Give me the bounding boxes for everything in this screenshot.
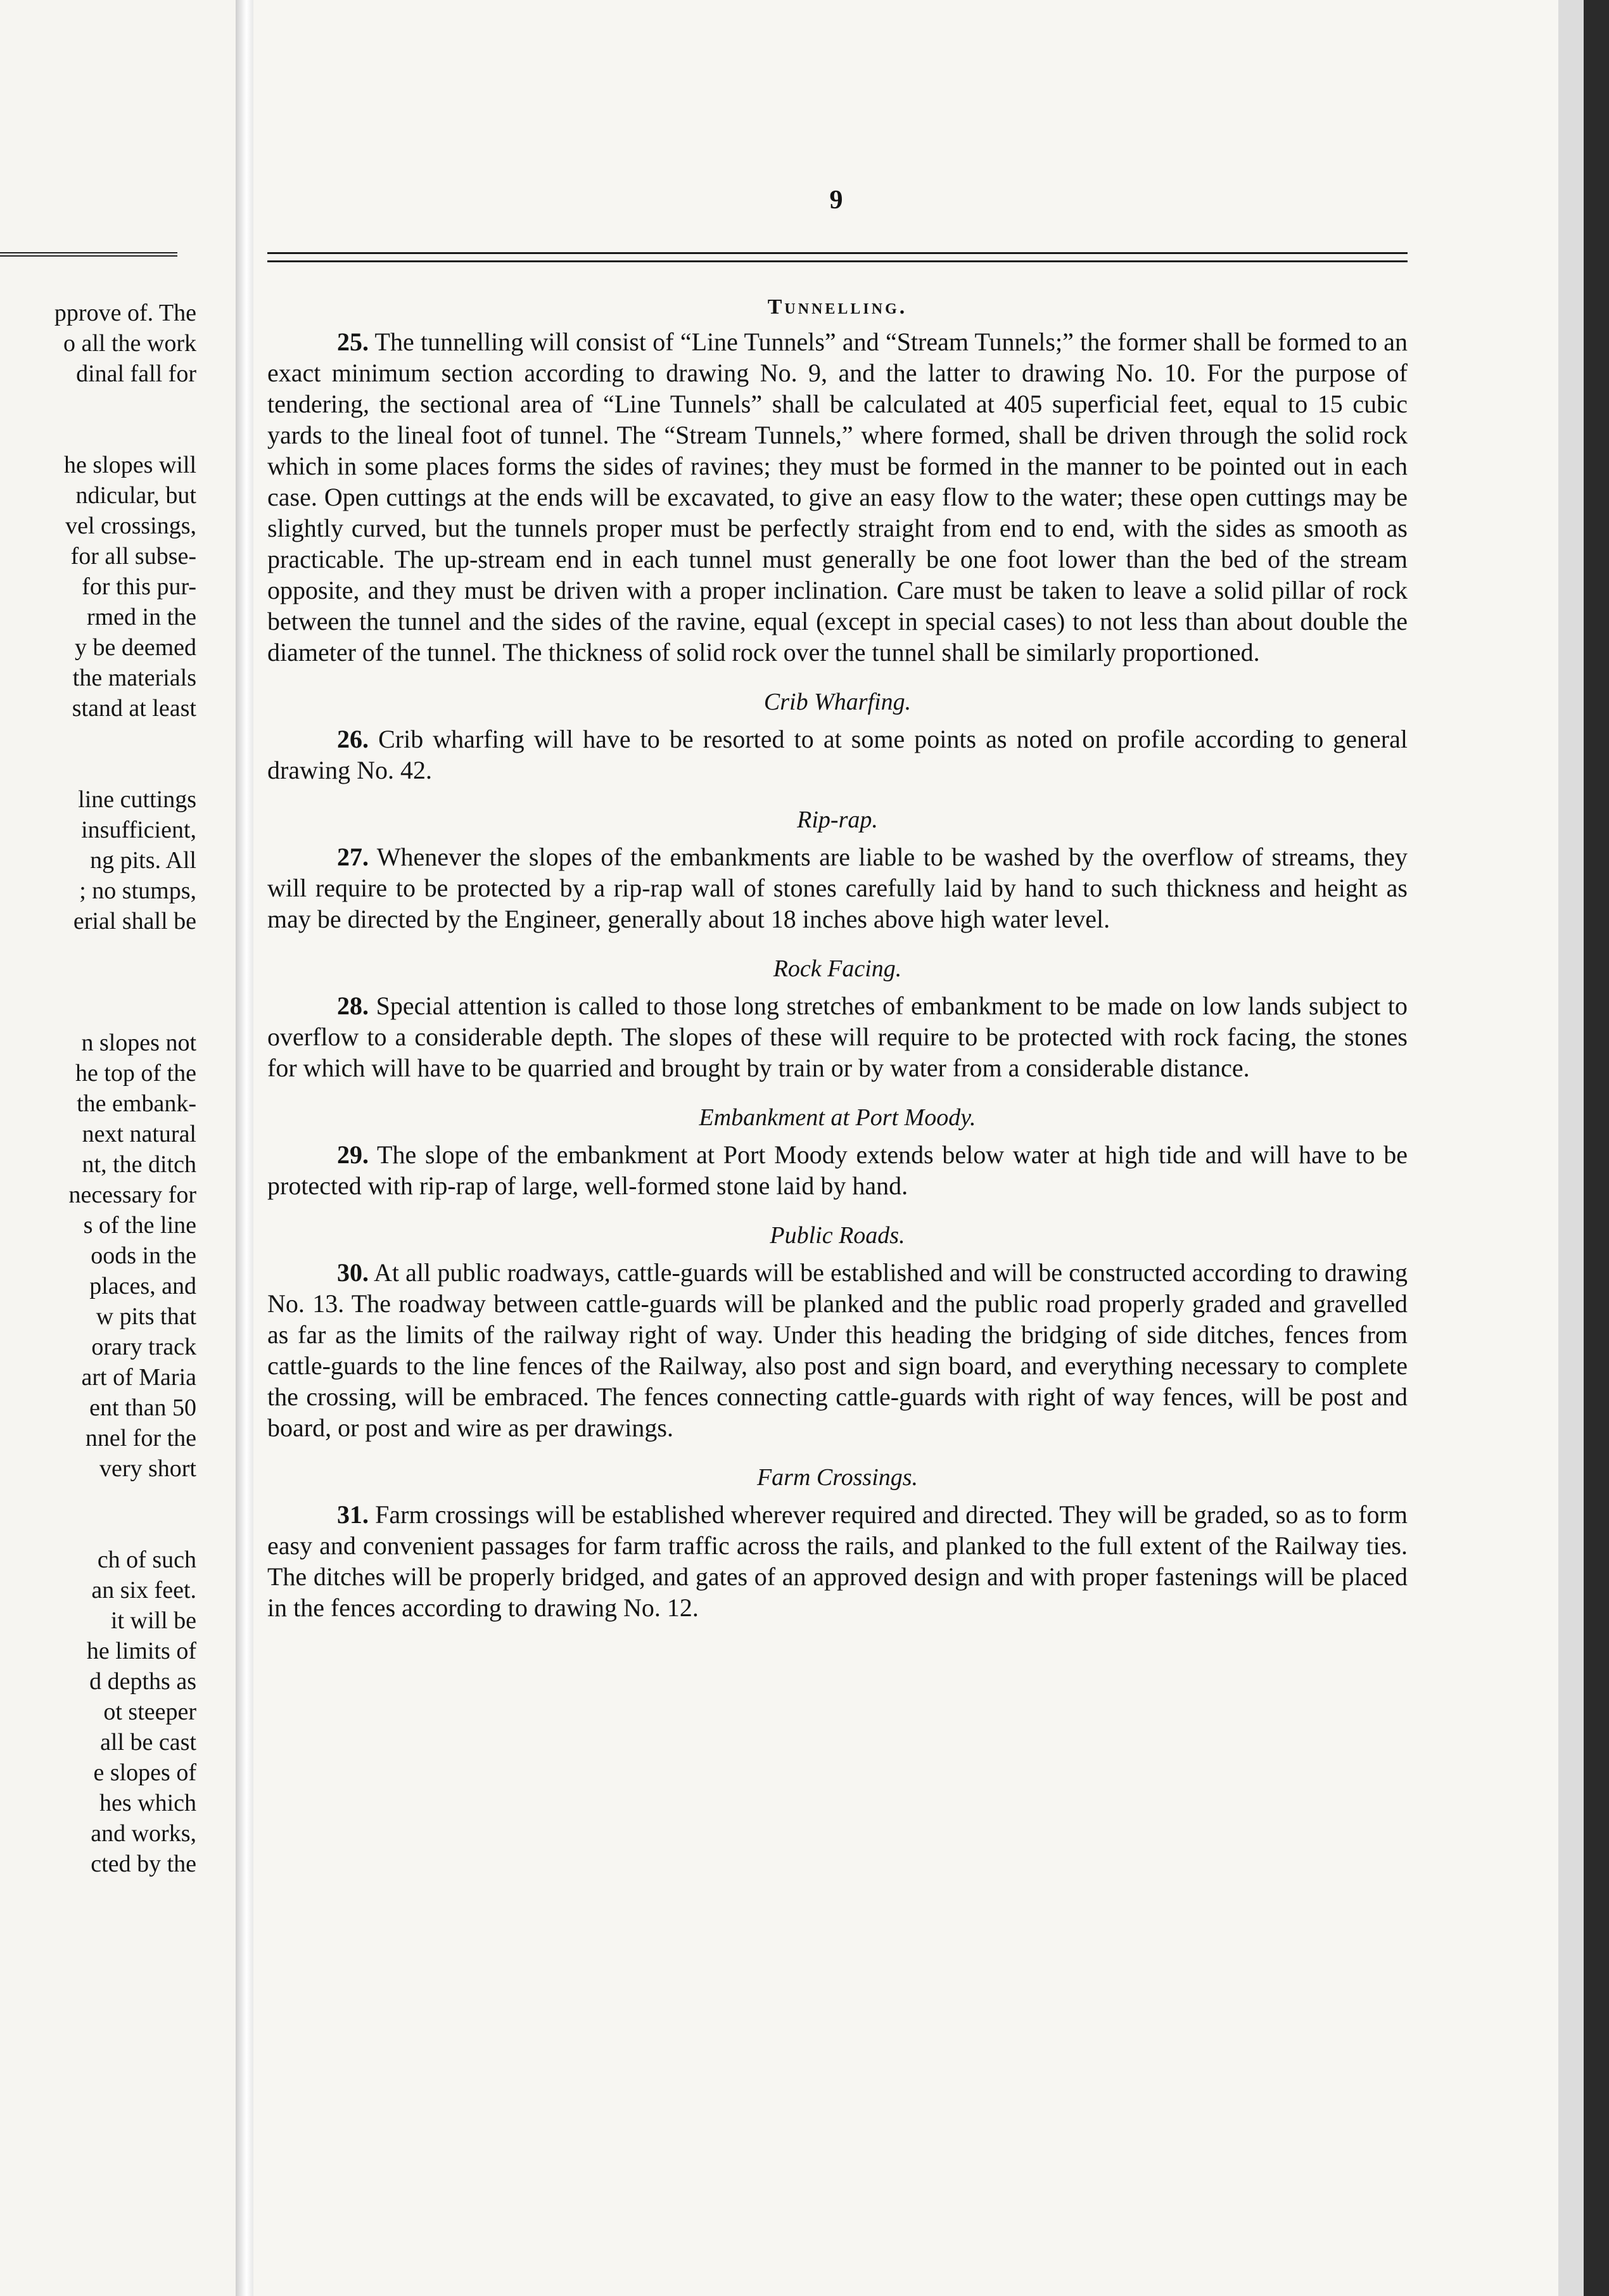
left-page-line: for this pur-: [82, 573, 196, 600]
paragraph-25: [267, 326, 1408, 668]
left-page-line: vel crossings,: [65, 513, 196, 539]
left-page-line: all be cast: [100, 1729, 196, 1756]
left-page-line: dinal fall for: [76, 360, 196, 387]
left-page-line: ch of such: [97, 1547, 196, 1573]
left-page-line: for all subse-: [70, 543, 196, 570]
left-page-line: he limits of: [86, 1638, 196, 1664]
left-page-line: [0, 1484, 196, 1514]
paragraph-number: 30.: [337, 1258, 369, 1287]
left-page-line: insufficient,: [81, 817, 196, 843]
left-page-line: [0, 724, 196, 754]
section-heading: Rock Facing.: [773, 955, 902, 982]
main-page: [253, 0, 1584, 2296]
paragraph-31: [267, 1499, 1408, 1623]
page-content: [267, 288, 1408, 1632]
left-page-line: ent than 50: [89, 1394, 196, 1421]
header-rule: [267, 252, 1408, 262]
left-page-line: pprove of. The: [54, 300, 196, 326]
left-page-line: next natural: [82, 1121, 196, 1147]
left-page-line: ndicular, but: [75, 482, 196, 509]
left-page-line: line cuttings: [78, 786, 196, 813]
book-gutter: [236, 0, 253, 2296]
paragraph-text: The slope of the embankment at Port Moody extends below water at high tide and will have to be protected with rip-rap of large, well-formed stone laid by hand.: [267, 1140, 1408, 1200]
paragraph-text: Special attention is called to those long stretches of embankment to be made on low lands subject to overflow to a considerable depth. The slopes of these will require to be protected with rock facing, the stones for which will have to be quarried and brought by train or by water from a considerable distance.: [267, 992, 1408, 1082]
left-page-line: orary track: [91, 1334, 196, 1360]
left-page-line: cted by the: [91, 1851, 196, 1877]
left-page-line: he top of the: [75, 1060, 196, 1087]
paragraph-text: Whenever the slopes of the embankments are liable to be washed by the overflow of streams, they will require to be protected by a rip-rap wall of stones carefully laid by hand to such thickness and height as may be directed by the Engineer, generally about 18 inches above high water level.: [267, 843, 1408, 933]
left-page-line: necessary for: [68, 1182, 196, 1208]
left-page-line: the materials: [72, 665, 196, 691]
left-page-fragment: [0, 0, 236, 2296]
left-page-line: [0, 389, 196, 419]
left-page-line: rmed in the: [86, 604, 196, 630]
paragraph-text: Farm crossings will be established wherever required and directed. They will be graded, so as to form easy and convenient passages for farm traffic across the rails, and planked to the full extent of the Railway ties. The ditches will be properly bridged, and gates of an approved design and with proper fastenings will be placed in the fences according to drawing No. 12.: [267, 1500, 1408, 1622]
left-page-line: the embank-: [77, 1090, 196, 1117]
section-heading: Farm Crossings.: [756, 1464, 919, 1491]
left-page-line: nnel for the: [85, 1425, 196, 1451]
left-page-line: very short: [99, 1455, 196, 1482]
left-page-line: ; no stumps,: [79, 877, 196, 904]
section-heading: Embankment at Port Moody.: [699, 1104, 976, 1131]
paragraph-number: 31.: [337, 1500, 369, 1529]
left-page-line: stand at least: [72, 695, 196, 722]
section-heading: Crib Wharfing.: [763, 689, 912, 715]
left-page-line: w pits that: [96, 1303, 196, 1330]
left-page-line: it will be: [110, 1607, 196, 1634]
paragraph-text: At all public roadways, cattle-guards will be established and will be constructed according to drawing No. 13. The roadway between cattle-guards will be planked and the public road properly graded and gravelled as far as the limits of the railway right of way. Under this heading the bridging of side ditches, fences from cattle-guards to the line fences of the Railway, also post and sign board, and everything necessary to complete the crossing, will be embraced. The fences connecting cattle-guards with right of way fences, will be post and board, or post and wire as per drawings.: [267, 1258, 1408, 1442]
paragraph-text: Crib wharfing will have to be resorted to at some points as noted on profile according to general drawing No. 42.: [267, 725, 1408, 784]
left-page-line: [0, 997, 196, 1028]
paragraph-number: 25.: [337, 328, 369, 356]
left-page-line: y be deemed: [74, 634, 196, 661]
section-heading: Rip-rap.: [797, 807, 878, 833]
section-heading: Tunnelling.: [767, 295, 908, 319]
paragraph-29: [267, 1139, 1408, 1201]
left-page-line: e slopes of: [93, 1759, 196, 1786]
page-number: 9: [829, 186, 843, 215]
paragraph-26: [267, 724, 1408, 786]
paragraph-number: 26.: [337, 725, 369, 753]
paragraph-text: The tunnelling will consist of “Line Tunnels” and “Stream Tunnels;” the former shall be formed to an exact minimum section according to drawing No. 9, and the latter to drawing No. 10. For the purpose of tendering, the sectional area of “Line Tunnels” shall be calculated at 405 superficial feet, equal to 15 cubic yards to the lineal foot of tunnel. The “Stream Tunnels,” where formed, shall be driven through the solid rock which in some places forms the sides of ravines; they must be formed in the manner to be pointed out in each case. Open cuttings at the ends will be excavated, to give an easy flow to the water; these open cuttings may be slightly curved, but the tunnels proper must be perfectly straight from end to end, with the sides as smooth as practicable. The up-stream end in each tunnel must generally be one foot lower than the bed of the stream opposite, and they must be driven with a proper inclination. Care must be taken to leave a solid pillar of rock between the tunnel and the sides of the ravine, equal (except in special cases) to not less than about double the diameter of the tunnel. The thickness of solid rock over the tunnel shall be similarly proportioned.: [267, 328, 1408, 666]
left-page-line: [0, 936, 196, 967]
left-page-text: [0, 298, 196, 1879]
left-page-line: o all the work: [63, 330, 196, 357]
left-page-line: ot steeper: [103, 1699, 196, 1725]
paragraph-30: [267, 1257, 1408, 1443]
left-page-line: [0, 1514, 196, 1545]
left-page-line: oods in the: [91, 1242, 196, 1269]
paragraph-28: [267, 990, 1408, 1083]
left-page-rule: [0, 252, 177, 257]
left-page-line: erial shall be: [73, 908, 196, 934]
left-page-line: and works,: [91, 1820, 196, 1847]
paragraph-number: 28.: [337, 992, 369, 1020]
left-page-line: he slopes will: [64, 452, 196, 478]
left-page-line: ng pits. All: [90, 847, 196, 874]
left-page-line: nt, the ditch: [82, 1151, 196, 1178]
paragraph-number: 27.: [337, 843, 369, 871]
left-page-line: n slopes not: [81, 1030, 196, 1056]
page-edge: [1558, 0, 1584, 2296]
left-page-line: d depths as: [89, 1668, 196, 1695]
left-page-line: art of Maria: [81, 1364, 196, 1391]
paragraph-number: 29.: [337, 1140, 369, 1169]
paragraph-27: [267, 841, 1408, 934]
left-page-line: [0, 967, 196, 997]
left-page-line: [0, 754, 196, 784]
left-page-line: places, and: [89, 1273, 196, 1299]
left-page-line: hes which: [99, 1790, 196, 1816]
left-page-line: s of the line: [83, 1212, 196, 1239]
left-page-line: an six feet.: [91, 1577, 196, 1604]
left-page-line: [0, 419, 196, 450]
section-heading: Public Roads.: [770, 1222, 905, 1249]
